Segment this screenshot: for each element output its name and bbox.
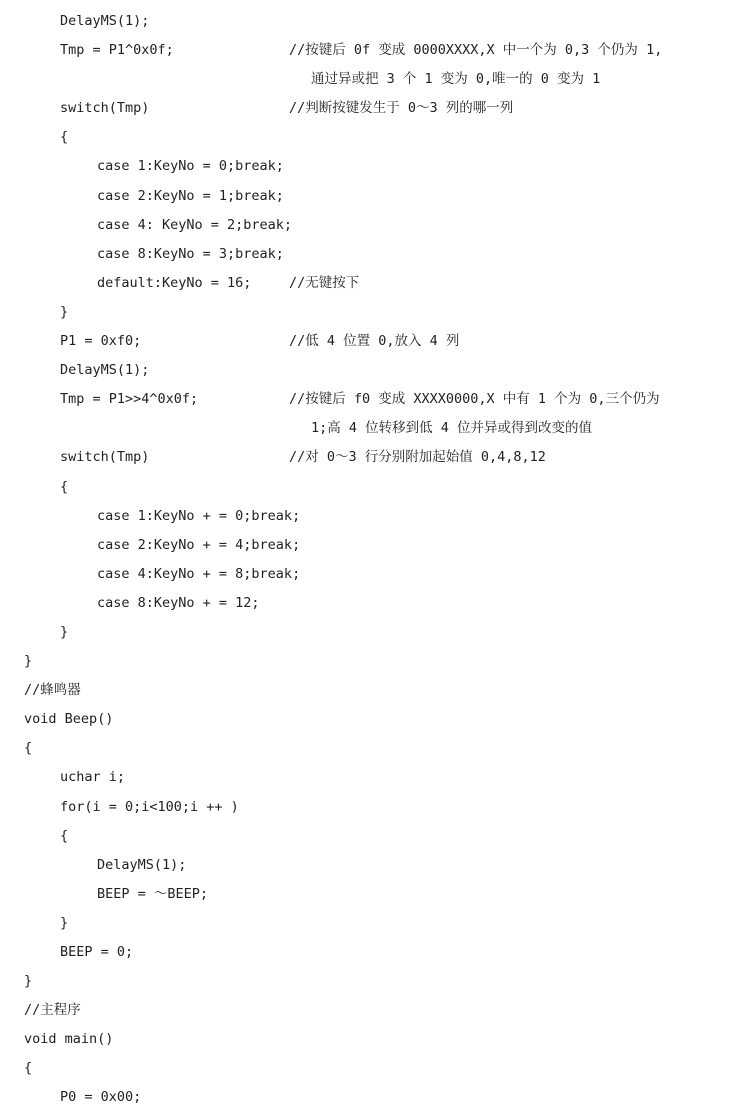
code-line <box>0 65 742 94</box>
code-text: //主程序 <box>24 1002 81 1019</box>
code-line <box>0 1025 742 1054</box>
code-comment: //对 0～3 行分别附加起始值 0,4,8,12 <box>289 449 546 466</box>
code-line <box>0 240 742 269</box>
code-text: P1 = 0xf0; <box>60 333 142 350</box>
code-line <box>0 1083 742 1112</box>
code-text: BEEP = ～BEEP; <box>97 885 209 902</box>
code-line <box>0 938 742 967</box>
code-text: for(i = 0;i<100;i ++ ) <box>60 798 239 815</box>
code-line <box>0 647 742 676</box>
code-text: case 8:KeyNo + = 12; <box>97 594 260 611</box>
code-comment: 通过异或把 3 个 1 变为 0,唯一的 0 变为 1 <box>311 71 601 88</box>
code-text: void Beep() <box>24 711 114 728</box>
code-text: { <box>60 478 69 495</box>
code-line <box>0 36 742 65</box>
code-line <box>0 996 742 1025</box>
code-line <box>0 473 742 502</box>
code-line <box>0 269 742 298</box>
code-text: { <box>60 129 69 146</box>
code-line <box>0 123 742 152</box>
code-text: Tmp = P1^0x0f; <box>60 42 174 59</box>
code-line <box>0 1054 742 1083</box>
code-line <box>0 414 742 443</box>
code-comment: //无键按下 <box>289 274 360 291</box>
code-text: switch(Tmp) <box>60 100 150 117</box>
code-text: case 2:KeyNo + = 4;break; <box>97 536 301 553</box>
code-line <box>0 152 742 181</box>
code-line <box>0 880 742 909</box>
code-line <box>0 356 742 385</box>
code-line <box>0 763 742 792</box>
code-text: P0 = 0x00; <box>60 1089 142 1106</box>
code-text: } <box>60 623 69 640</box>
code-comment: 1;高 4 位转移到低 4 位并异或得到改变的值 <box>311 420 593 437</box>
code-line <box>0 560 742 589</box>
code-text: uchar i; <box>60 769 126 786</box>
code-comment: //判断按键发生于 0～3 列的哪一列 <box>289 100 514 117</box>
code-line <box>0 502 742 531</box>
code-text: { <box>60 827 69 844</box>
code-line <box>0 676 742 705</box>
code-line <box>0 793 742 822</box>
code-text: case 1:KeyNo + = 0;break; <box>97 507 301 524</box>
code-line <box>0 7 742 36</box>
code-text: { <box>24 1060 33 1077</box>
code-listing <box>0 7 742 1113</box>
code-text: case 4: KeyNo = 2;break; <box>97 216 293 233</box>
code-text: switch(Tmp) <box>60 449 150 466</box>
code-comment: //按键后 f0 变成 XXXX0000,X 中有 1 个为 0,三个仍为 <box>289 391 660 408</box>
code-line <box>0 443 742 472</box>
code-text: } <box>24 653 33 670</box>
code-line <box>0 182 742 211</box>
code-line <box>0 822 742 851</box>
code-line <box>0 211 742 240</box>
code-line <box>0 734 742 763</box>
code-line <box>0 851 742 880</box>
code-text: DelayMS(1); <box>60 13 150 29</box>
code-line <box>0 618 742 647</box>
code-text: } <box>60 914 69 931</box>
code-line <box>0 94 742 123</box>
code-text: default:KeyNo = 16; <box>97 274 252 291</box>
code-line <box>0 909 742 938</box>
code-text: //蜂鸣器 <box>24 682 81 699</box>
code-line <box>0 327 742 356</box>
code-text: { <box>24 740 33 757</box>
code-line <box>0 967 742 996</box>
code-text: case 8:KeyNo = 3;break; <box>97 245 284 262</box>
code-comment: //按键后 0f 变成 0000XXXX,X 中一个为 0,3 个仍为 1, <box>289 42 663 59</box>
code-text: Tmp = P1>>4^0x0f; <box>60 391 199 408</box>
code-line <box>0 705 742 734</box>
code-text: BEEP = 0; <box>60 944 134 960</box>
code-line <box>0 298 742 327</box>
code-line <box>0 589 742 618</box>
code-text: case 4:KeyNo + = 8;break; <box>97 565 301 582</box>
code-text: case 1:KeyNo = 0;break; <box>97 158 284 175</box>
code-text: void main() <box>24 1031 114 1048</box>
code-text: DelayMS(1); <box>97 856 187 873</box>
code-text: } <box>24 973 33 990</box>
code-comment: //低 4 位置 0,放入 4 列 <box>289 333 460 350</box>
code-text: DelayMS(1); <box>60 362 150 379</box>
code-line <box>0 531 742 560</box>
code-text: case 2:KeyNo = 1;break; <box>97 187 284 204</box>
code-text: } <box>60 303 69 320</box>
code-line <box>0 385 742 414</box>
